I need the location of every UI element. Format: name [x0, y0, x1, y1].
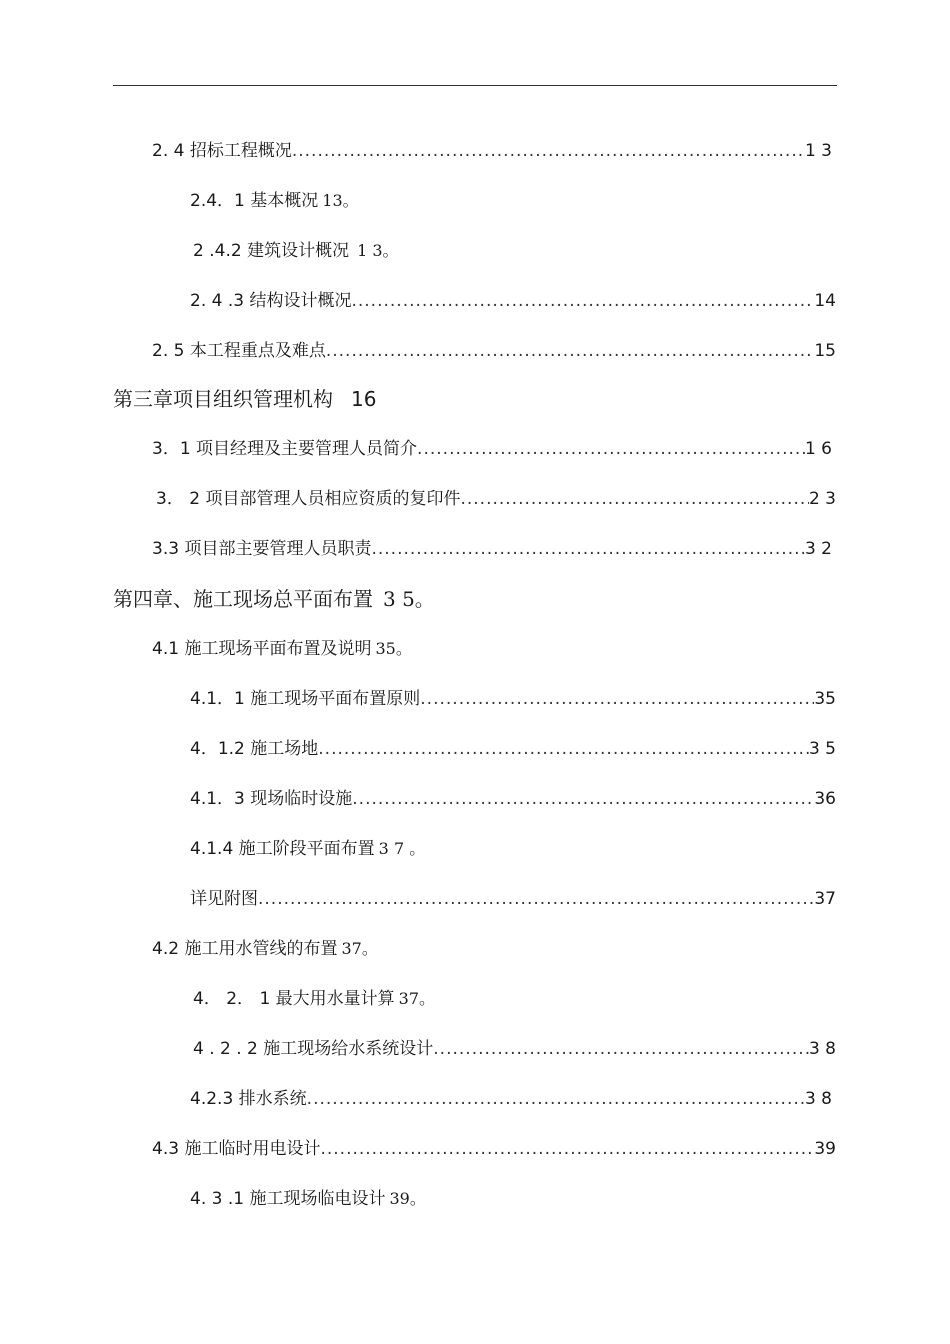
- toc-entry-page: 35: [814, 689, 836, 709]
- toc-chapter-label: 第三章项目组织管理机构: [113, 387, 333, 411]
- dot-leader: [318, 734, 809, 764]
- toc-entry[interactable]: [152, 634, 412, 664]
- toc-entry[interactable]: [152, 1134, 836, 1164]
- toc-entry[interactable]: [193, 984, 435, 1014]
- dot-leader: [417, 434, 805, 464]
- toc-entry-label: 4.1 施工现场平面布置及说明: [152, 639, 372, 659]
- toc-entry-label: 2. 4 .3 结构设计概况: [190, 291, 352, 311]
- toc-entry[interactable]: [190, 286, 836, 316]
- toc-entry[interactable]: [152, 534, 832, 564]
- toc-chapter-page: 3 5。: [383, 587, 435, 611]
- toc-entry-label: 4.3 施工临时用电设计: [152, 1139, 321, 1159]
- toc-entry[interactable]: [190, 784, 836, 814]
- toc-entry[interactable]: [152, 336, 836, 366]
- toc-entry-page: 15: [814, 341, 836, 361]
- toc-entry-label: 2.4．1 基本概况: [190, 191, 319, 211]
- dot-leader: [351, 286, 814, 316]
- toc-entry-page: 37。: [398, 989, 436, 1008]
- toc-entry-page: 14: [814, 291, 836, 311]
- toc-entry[interactable]: [190, 1184, 426, 1214]
- toc-entry-label: 2 .4.2 建筑设计概况: [193, 241, 350, 261]
- dot-leader: [320, 1134, 814, 1164]
- toc-entry[interactable]: [152, 934, 378, 964]
- toc-entry[interactable]: [193, 1034, 836, 1064]
- dot-leader: [307, 1084, 805, 1114]
- toc-entry-page: 2 3: [808, 489, 836, 509]
- toc-entry-page: 35。: [375, 639, 412, 658]
- toc-entry-label: 4.2.3 排水系统: [190, 1089, 307, 1109]
- toc-entry[interactable]: [190, 734, 836, 764]
- toc-entry-page: 36: [814, 789, 836, 809]
- toc-entry-label: 4 . 2 . 2 施工现场给水系统设计: [193, 1039, 434, 1059]
- toc-chapter-page: 16: [351, 387, 377, 411]
- dot-leader: [371, 534, 805, 564]
- toc-entry-label: 4.1.4 施工阶段平面布置: [190, 839, 375, 859]
- toc-entry-page: 3 5: [808, 739, 836, 759]
- toc-entry-label: 4. 3 .1 施工现场临电设计: [190, 1189, 386, 1209]
- toc-entry-label: 3． 2 项目部管理人员相应资质的复印件: [156, 489, 461, 509]
- dot-leader: [433, 1034, 809, 1064]
- toc-entry-page: 3 8: [804, 1089, 832, 1109]
- toc-entry[interactable]: [156, 484, 836, 514]
- dot-leader: [258, 884, 814, 914]
- toc-entry-label: 3．1 项目经理及主要管理人员简介: [152, 439, 418, 459]
- toc-entry[interactable]: [190, 186, 359, 216]
- toc-entry-label: 4．1.2 施工场地: [190, 739, 319, 759]
- toc-entry-label: 4.2 施工用水管线的布置: [152, 939, 338, 959]
- dot-leader: [460, 484, 809, 514]
- toc-entry[interactable]: [190, 1084, 832, 1114]
- dot-leader: [292, 136, 805, 166]
- toc-entry-label: 2. 4 招标工程概况: [152, 141, 292, 161]
- toc-entry[interactable]: [190, 684, 836, 714]
- toc-entry-page: 13。: [322, 191, 359, 210]
- toc-entry-page: 39: [814, 1139, 836, 1159]
- toc-chapter-label: 第四章、施工现场总平面布置: [113, 587, 373, 611]
- toc-entry[interactable]: [193, 236, 399, 266]
- toc-entry-page: 3 8: [808, 1039, 836, 1059]
- toc-entry[interactable]: [152, 136, 832, 166]
- toc-entry-page: 37: [814, 889, 836, 909]
- toc-entry-page: 3 2: [804, 539, 832, 559]
- toc-entry-label: 详见附图: [190, 889, 258, 909]
- toc-entry-label: 4.1．1 施工现场平面布置原则: [190, 689, 421, 709]
- toc-entry-label: 4． 2． 1 最大用水量计算: [193, 989, 395, 1009]
- header-rule: [113, 85, 837, 86]
- toc-entry-label: 3.3 项目部主要管理人员职责: [152, 539, 372, 559]
- dot-leader: [420, 684, 814, 714]
- toc-entry-page: 37。: [341, 939, 378, 958]
- toc-entry-page: 1 3。: [357, 241, 399, 260]
- toc-entry[interactable]: [190, 834, 425, 864]
- dot-leader: [326, 336, 815, 366]
- toc-entry-page: 1 6: [804, 439, 832, 459]
- toc-entry-page: 3 7 。: [378, 839, 426, 858]
- toc-entry-page: 1 3: [804, 141, 832, 161]
- toc-entry[interactable]: [190, 884, 836, 914]
- toc-chapter[interactable]: [113, 584, 435, 614]
- dot-leader: [352, 784, 814, 814]
- toc-entry[interactable]: [152, 434, 832, 464]
- toc-entry-label: 4.1．3 现场临时设施: [190, 789, 353, 809]
- toc-entry-label: 2. 5 本工程重点及难点: [152, 341, 326, 361]
- toc-entry-page: 39。: [389, 1189, 426, 1208]
- toc-chapter[interactable]: [113, 384, 376, 414]
